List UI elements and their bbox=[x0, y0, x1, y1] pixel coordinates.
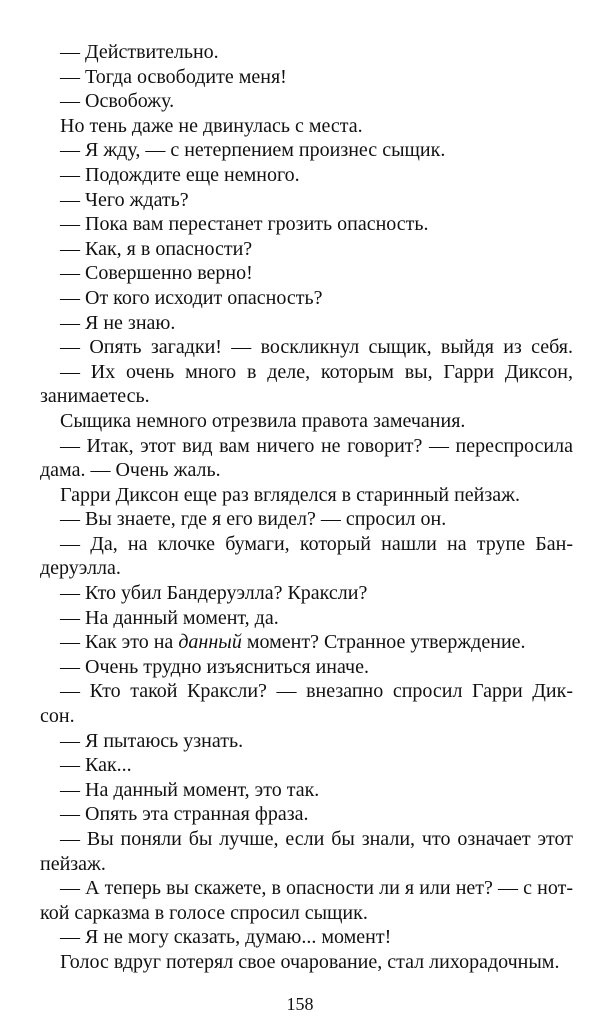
text-line: пейзаж. bbox=[40, 852, 106, 875]
text-line: — А теперь вы скажете, в опасности ли я или нет? — с нот- bbox=[60, 877, 573, 900]
text-line: занимаетесь. bbox=[40, 385, 150, 408]
text-line: — Я пытаюсь узнать. bbox=[60, 729, 244, 752]
text-span: — Как это на bbox=[60, 631, 179, 654]
text-line: кой сарказма в голосе спросил сыщик. bbox=[40, 901, 368, 924]
text-line: — Я не знаю. bbox=[60, 311, 176, 334]
text-line: — Опять загадки! — воскликнул сыщик, выйдя из себя. bbox=[60, 336, 573, 359]
text-line: — Вы знаете, где я его видел? — спросил он. bbox=[60, 508, 447, 531]
text-line: — Пока вам перестанет грозить опасность. bbox=[60, 213, 429, 236]
text-line: — Чего ждать? bbox=[60, 188, 189, 211]
text-line: — Опять эта странная фраза. bbox=[60, 803, 309, 826]
text-line: Голос вдруг потерял свое очарование, стал лихорадочным. bbox=[60, 950, 560, 973]
text-line: — Совершенно верно! bbox=[60, 262, 253, 285]
page-number: 158 bbox=[286, 994, 314, 1014]
text-line: — Да, на клочке бумаги, который нашли на трупе Бан- bbox=[60, 532, 573, 555]
text-line: — На данный момент, да. bbox=[60, 606, 279, 629]
text-line: — Очень трудно изъясниться иначе. bbox=[60, 655, 369, 678]
text-line: сон. bbox=[40, 705, 75, 728]
text-line: — Их очень много в деле, которым вы, Гарри Диксон, bbox=[60, 360, 573, 383]
text-line: — Тогда освободите меня! bbox=[60, 65, 287, 88]
text-line: — Итак, этот вид вам ничего не говорит? — переспросила bbox=[60, 434, 573, 457]
text-span: момент? Странное утверждение. bbox=[241, 631, 526, 654]
text-line: дама. — Очень жаль. bbox=[40, 459, 221, 482]
text-line: — Я жду, — с нетерпением произнес сыщик. bbox=[60, 139, 446, 162]
text-line: — От кого исходит опасность? bbox=[60, 286, 323, 309]
text-line: Но тень даже не двинулась с места. bbox=[60, 114, 363, 137]
text-line: — Кто убил Бандеруэлла? Краксли? bbox=[60, 582, 368, 605]
text-line: — Кто такой Краксли? — внезапно спросил Гарри Дик- bbox=[60, 680, 573, 703]
text-line: Сыщика немного отрезвила правота замечания. bbox=[60, 409, 466, 432]
text-line: — Я не могу сказать, думаю... момент! bbox=[60, 926, 392, 949]
body-text bbox=[40, 40, 573, 975]
text-line: деруэлла. bbox=[40, 557, 121, 580]
text-line: — Освобожу. bbox=[60, 90, 175, 113]
text-line: — На данный момент, это так. bbox=[60, 778, 320, 801]
text-line: — Вы поняли бы лучше, если бы знали, что означает этот bbox=[60, 828, 573, 850]
text-line: — Подождите еще немного. bbox=[60, 163, 300, 186]
text-line: — Как... bbox=[60, 754, 132, 777]
text-line: — Как, я в опасности? bbox=[60, 237, 253, 260]
text-line bbox=[40, 630, 573, 655]
text-line: Гарри Диксон еще раз вгляделся в старинный пейзаж. bbox=[60, 483, 520, 506]
text-line: — Действительно. bbox=[60, 41, 219, 63]
italic-word: данный bbox=[178, 631, 242, 654]
